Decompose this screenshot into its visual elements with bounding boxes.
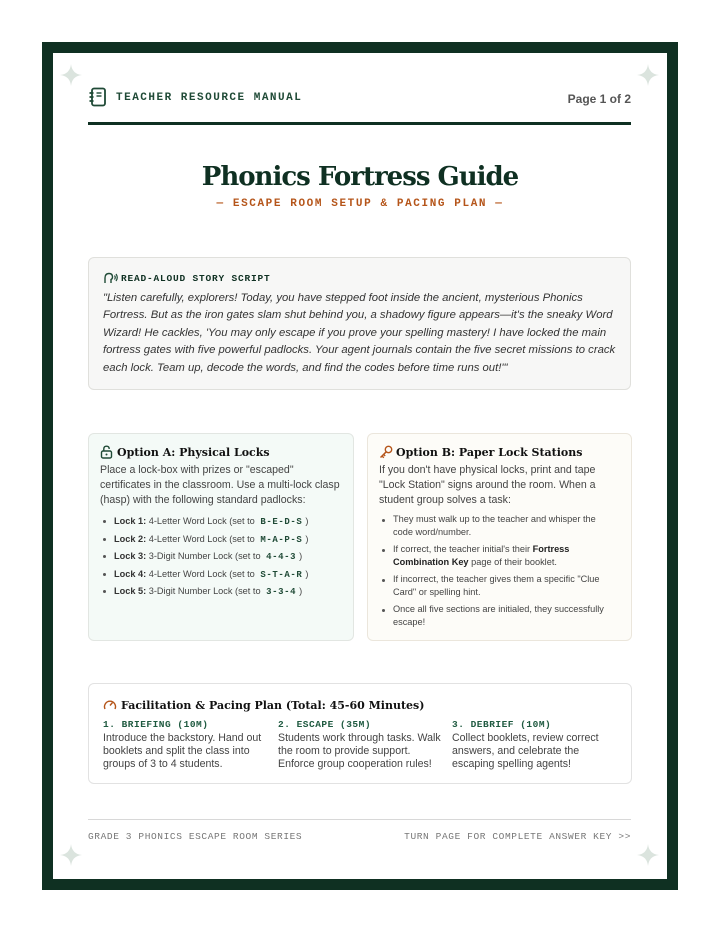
page-number: Page 1 of 2 bbox=[567, 92, 631, 106]
footer-next-page: TURN PAGE FOR COMPLETE ANSWER KEY >> bbox=[404, 831, 631, 842]
unlock-icon bbox=[100, 445, 113, 459]
lock-desc: 3-Digit Number Lock (set to bbox=[148, 586, 261, 597]
footer-series: GRADE 3 PHONICS ESCAPE ROOM SERIES bbox=[88, 831, 303, 842]
pacing-plan-box bbox=[88, 683, 632, 784]
pacing-step bbox=[452, 719, 618, 771]
list-item bbox=[100, 584, 308, 602]
step-description: Introduce the backstory. Hand out booklets and split the class into groups of 3 to 4 students. bbox=[103, 732, 262, 770]
list-item bbox=[379, 543, 617, 569]
lock-name: Lock 1: bbox=[114, 516, 147, 526]
item-emphasis: Fortress Combination Key bbox=[393, 544, 570, 567]
item-text: If correct, the teacher initial's their bbox=[393, 544, 531, 554]
manual-label: TEACHER RESOURCE MANUAL bbox=[116, 92, 303, 104]
sparkle-icon bbox=[59, 843, 83, 867]
step-description: Students work through tasks. Walk the room to provide support. Enforce group cooperation rules! bbox=[278, 732, 441, 770]
step-title: 3. DEBRIEF (10M) bbox=[452, 719, 552, 730]
sparkle-icon bbox=[636, 843, 660, 867]
page-footer bbox=[88, 819, 631, 840]
lock-name: Lock 3: bbox=[114, 551, 147, 562]
list-item: If incorrect, the teacher gives them a specific "Clue Card" or spelling hint. bbox=[379, 573, 617, 599]
option-b-intro: If you don't have physical locks, print and tape "Lock Station" signs around the room. When a student group solves a task: bbox=[379, 464, 596, 506]
list-item bbox=[100, 532, 308, 550]
gauge-icon bbox=[103, 698, 117, 711]
key-icon bbox=[379, 445, 393, 459]
story-script-box bbox=[88, 257, 631, 390]
lock-code: B-E-D-S bbox=[260, 517, 303, 527]
lock-code: M-A-P-S bbox=[260, 534, 303, 545]
step-title: 1. BRIEFING (10M) bbox=[103, 719, 209, 730]
page-header bbox=[88, 86, 631, 125]
lock-close: ) bbox=[305, 516, 309, 526]
lock-desc: 4-Letter Word Lock (set to bbox=[148, 516, 255, 526]
page-subtitle: — ESCAPE ROOM SETUP & PACING PLAN — bbox=[216, 198, 504, 210]
lock-close: ) bbox=[305, 533, 309, 544]
option-b-card bbox=[367, 433, 632, 641]
list-item: Once all five sections are initialed, they successfully escape! bbox=[379, 603, 617, 629]
page-title: Phonics Fortress Guide bbox=[201, 162, 519, 192]
lock-name: Lock 2: bbox=[114, 533, 147, 544]
notebook-icon bbox=[88, 87, 108, 107]
sparkle-icon bbox=[636, 63, 660, 87]
lock-code: S-T-A-R bbox=[260, 569, 303, 580]
lock-list bbox=[100, 514, 308, 602]
step-description: Collect booklets, review correct answers, and celebrate the escaping spelling agents! bbox=[452, 732, 599, 770]
speaking-head-icon bbox=[103, 272, 118, 285]
lock-code: 4-4-3 bbox=[266, 552, 297, 563]
pacing-step bbox=[278, 719, 444, 771]
story-text: "Listen carefully, explorers! Today, you have stepped foot inside the ancient, mysterious Phonics Fortress. But as the iron gates slam shut behind you, a shadowy figure appears—it's the sneaky Word Wizard! He cackles, 'You may only escape if you prove your spelling mastery! I have locked the main fortress gates with five powerful padlocks. Your agent journals contain the five secret missions to crack each lock. Team up, decode the words, and find the codes before time runs out!'" bbox=[103, 292, 616, 374]
lock-name: Lock 4: bbox=[114, 568, 147, 579]
list-item bbox=[100, 549, 308, 567]
list-item bbox=[100, 514, 308, 532]
list-item: They must walk up to the teacher and whisper the code word/number. bbox=[379, 513, 617, 539]
sparkle-icon bbox=[59, 63, 83, 87]
item-text: page of their booklet. bbox=[471, 557, 557, 567]
option-b-heading: Option B: Paper Lock Stations bbox=[396, 446, 583, 459]
story-label: READ-ALOUD STORY SCRIPT bbox=[121, 273, 271, 284]
lock-close: ) bbox=[299, 551, 303, 562]
lock-close: ) bbox=[299, 586, 303, 597]
pacing-heading: Facilitation & Pacing Plan (Total: 45-60 Minutes) bbox=[121, 699, 425, 712]
station-steps-list bbox=[379, 513, 617, 633]
option-a-card bbox=[88, 433, 354, 641]
lock-desc: 4-Letter Word Lock (set to bbox=[148, 533, 255, 544]
lock-code: 3-3-4 bbox=[266, 587, 297, 598]
lock-close: ) bbox=[305, 568, 309, 579]
option-a-heading: Option A: Physical Locks bbox=[117, 446, 270, 459]
list-item bbox=[100, 567, 308, 585]
step-title: 2. ESCAPE (35M) bbox=[278, 719, 372, 730]
lock-desc: 4-Letter Word Lock (set to bbox=[148, 568, 255, 579]
lock-name: Lock 5: bbox=[114, 586, 147, 597]
pacing-step bbox=[103, 719, 269, 771]
lock-desc: 3-Digit Number Lock (set to bbox=[148, 551, 261, 562]
option-a-intro: Place a lock-box with prizes or "escaped" certificates in the classroom. Use a multi-lock clasp (hasp) with the following standard padlocks: bbox=[100, 464, 340, 506]
